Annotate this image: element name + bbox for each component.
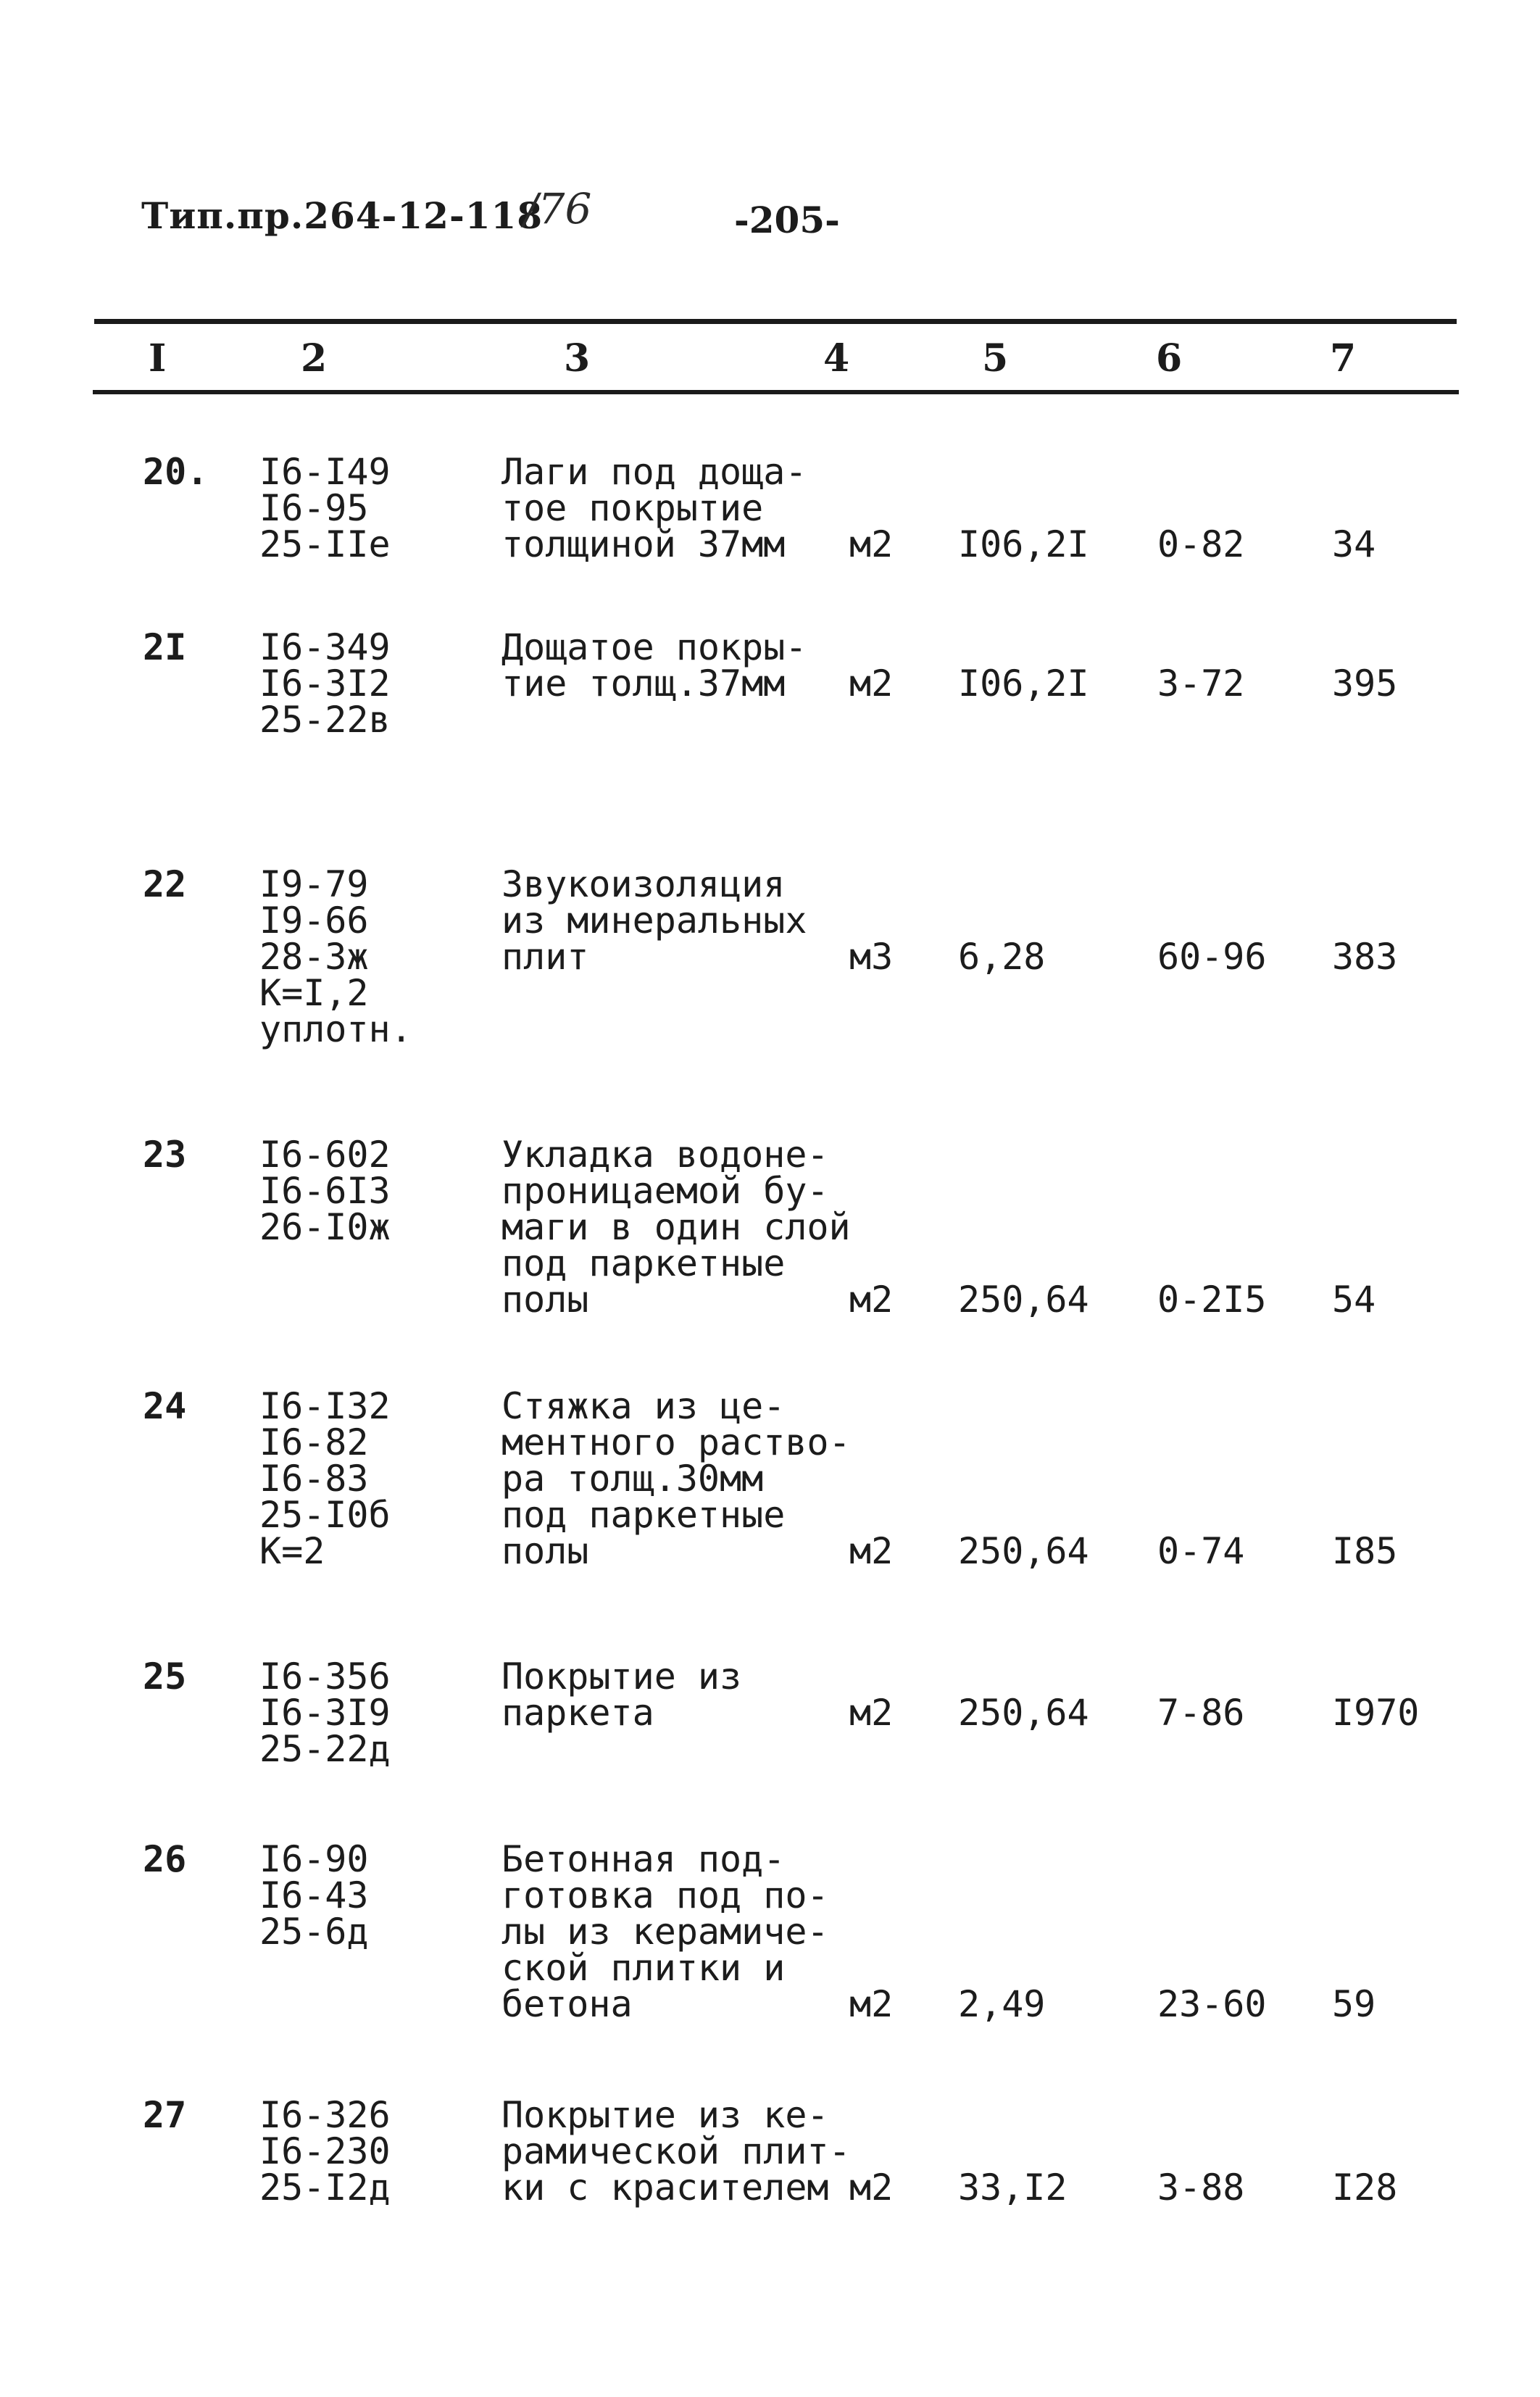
norm-code: I6-230	[259, 2130, 391, 2172]
column-header-2: 2	[301, 336, 328, 381]
quantity: 250,64	[958, 1530, 1089, 1572]
norm-code: 25-6д	[259, 1911, 369, 1953]
norm-code: К=2	[259, 1530, 325, 1572]
quantity: 6,28	[958, 936, 1046, 978]
norm-code: 25-I0б	[259, 1494, 391, 1536]
work-description-line: под паркетные	[501, 1242, 786, 1284]
quantity: 250,64	[958, 1279, 1089, 1321]
column-header-1: I	[149, 336, 167, 381]
unit: м2	[849, 662, 894, 705]
work-description-line: лы из керамиче-	[501, 1911, 829, 1953]
row-number: 23	[143, 1134, 187, 1176]
norm-code: I6-90	[259, 1838, 369, 1880]
unit-price: 23-60	[1157, 1983, 1267, 2025]
table-header-rule	[93, 390, 1459, 394]
row-number: 20.	[143, 451, 209, 493]
norm-code: I6-I32	[259, 1385, 391, 1427]
unit: м2	[849, 1279, 894, 1321]
unit: м2	[849, 1983, 894, 2025]
row-number: 24	[143, 1385, 187, 1427]
row-number: 25	[143, 1656, 187, 1698]
unit: м3	[849, 936, 894, 978]
quantity: 250,64	[958, 1692, 1089, 1734]
row-number: 26	[143, 1838, 187, 1880]
work-description-line: готовка под по-	[501, 1874, 829, 1916]
total-cost: I85	[1332, 1530, 1398, 1572]
total-cost: I28	[1332, 2167, 1398, 2209]
document-code: Тип.пр.264-12-118	[141, 194, 544, 237]
unit-price: 0-74	[1157, 1530, 1245, 1572]
work-description-line: проницаемой бу-	[501, 1170, 829, 1212]
norm-code: I6-83	[259, 1458, 369, 1500]
norm-code: I6-82	[259, 1421, 369, 1463]
unit: м2	[849, 1530, 894, 1572]
work-description-line: тие толщ.37мм	[501, 662, 786, 705]
norm-code: уплотн.	[259, 1008, 412, 1050]
column-header-7: 7	[1330, 336, 1357, 381]
work-description-line: ской плитки и	[501, 1947, 786, 1989]
unit-price: 7-86	[1157, 1692, 1245, 1734]
row-number: 2I	[143, 626, 187, 668]
quantity: 2,49	[958, 1983, 1046, 2025]
norm-code: I6-43	[259, 1874, 369, 1916]
page-number: -205-	[734, 199, 840, 241]
work-description-line: Укладка водоне-	[501, 1134, 829, 1176]
quantity: I06,2I	[958, 662, 1089, 705]
norm-code: I6-I49	[259, 451, 391, 493]
column-header-6: 6	[1156, 336, 1183, 381]
unit-price: 3-72	[1157, 662, 1245, 705]
row-number: 27	[143, 2094, 187, 2136]
total-cost: I970	[1332, 1692, 1420, 1734]
total-cost: 59	[1332, 1983, 1376, 2025]
work-description-line: паркета	[501, 1692, 654, 1734]
column-header-3: 3	[564, 336, 591, 381]
norm-code: I6-95	[259, 487, 369, 529]
work-description-line: маги в один слой	[501, 1206, 851, 1248]
quantity: 33,I2	[958, 2167, 1067, 2209]
norm-code: I6-3I2	[259, 662, 391, 705]
work-description-line: Покрытие из	[501, 1656, 742, 1698]
work-description-line: Покрытие из ке-	[501, 2094, 829, 2136]
work-description-line: Лаги под доща-	[501, 451, 807, 493]
work-description-line: Дощатое покры-	[501, 626, 807, 668]
work-description-line: ки с красителем	[501, 2167, 829, 2209]
total-cost: 383	[1332, 936, 1398, 978]
norm-code: 25-22в	[259, 699, 391, 741]
unit: м2	[849, 1692, 894, 1734]
norm-code: К=I,2	[259, 972, 369, 1014]
norm-code: I6-326	[259, 2094, 391, 2136]
work-description-line: ра толщ.30мм	[501, 1458, 764, 1500]
work-description-line: под паркетные	[501, 1494, 786, 1536]
unit-price: 0-82	[1157, 523, 1245, 565]
unit-price: 60-96	[1157, 936, 1267, 978]
norm-code: I9-79	[259, 863, 369, 905]
total-cost: 34	[1332, 523, 1376, 565]
norm-code: I9-66	[259, 900, 369, 942]
unit: м2	[849, 2167, 894, 2209]
unit-price: 0-2I5	[1157, 1279, 1267, 1321]
norm-code: I6-356	[259, 1656, 391, 1698]
work-description-line: Бетонная под-	[501, 1838, 786, 1880]
work-description-line: толщиной 37мм	[501, 523, 786, 565]
quantity: I06,2I	[958, 523, 1089, 565]
work-description-line: полы	[501, 1530, 589, 1572]
work-description-line: из минеральных	[501, 900, 807, 942]
handwritten-note: /76	[524, 184, 592, 233]
row-number: 22	[143, 863, 187, 905]
norm-code: I6-349	[259, 626, 391, 668]
norm-code: 25-IIe	[259, 523, 391, 565]
work-description-line: рамической плит-	[501, 2130, 851, 2172]
norm-code: I6-602	[259, 1134, 391, 1176]
total-cost: 54	[1332, 1279, 1376, 1321]
total-cost: 395	[1332, 662, 1398, 705]
column-header-4: 4	[823, 336, 850, 381]
table-top-rule	[94, 319, 1457, 324]
work-description-line: полы	[501, 1279, 589, 1321]
column-header-5: 5	[982, 336, 1009, 381]
unit-price: 3-88	[1157, 2167, 1245, 2209]
norm-code: 28-3ж	[259, 936, 369, 978]
work-description-line: плит	[501, 936, 589, 978]
work-description-line: тое покрытие	[501, 487, 764, 529]
norm-code: 25-22д	[259, 1728, 391, 1770]
unit: м2	[849, 523, 894, 565]
norm-code: 25-I2д	[259, 2167, 391, 2209]
norm-code: I6-6I3	[259, 1170, 391, 1212]
norm-code: 26-I0ж	[259, 1206, 391, 1248]
norm-code: I6-3I9	[259, 1692, 391, 1734]
work-description-line: ментного раство-	[501, 1421, 851, 1463]
work-description-line: бетона	[501, 1983, 633, 2025]
work-description-line: Стяжка из це-	[501, 1385, 786, 1427]
work-description-line: Звукоизоляция	[501, 863, 786, 905]
